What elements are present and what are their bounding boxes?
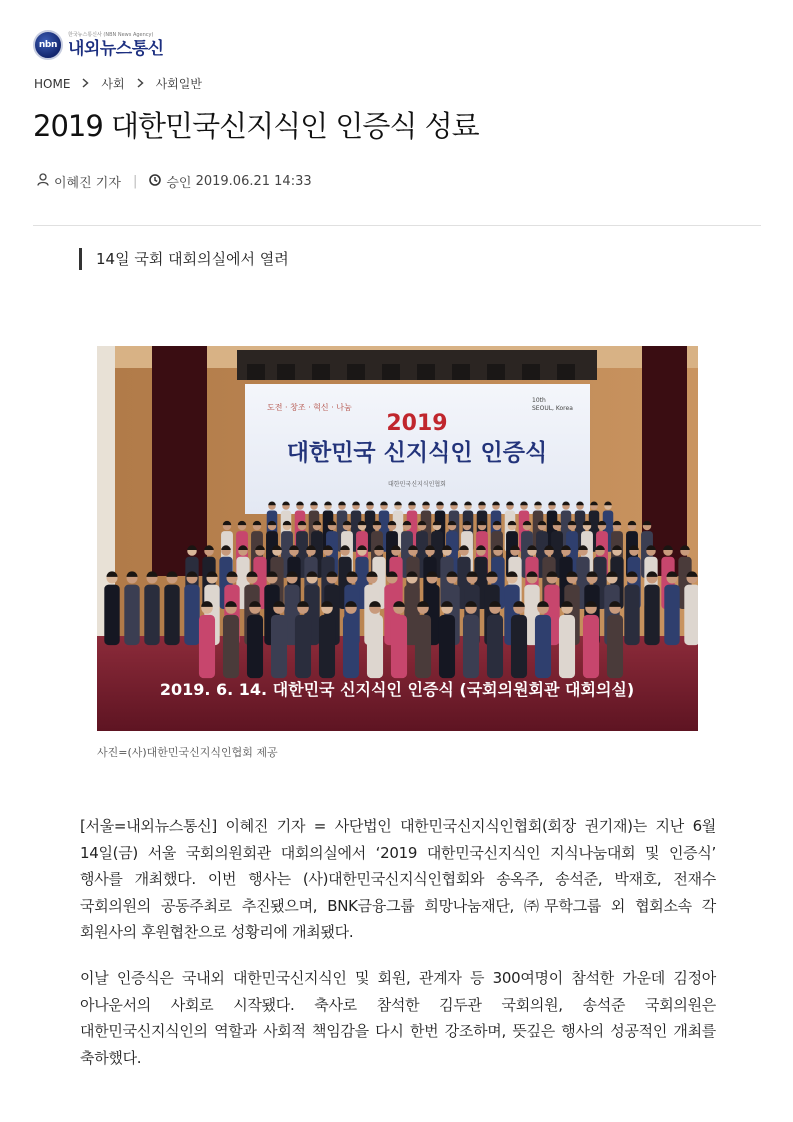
photo-caption: 사진=(사)대한민국신지식인협회 제공 bbox=[97, 746, 278, 759]
clock-icon bbox=[149, 174, 161, 190]
banner-year: 2019 bbox=[386, 411, 448, 436]
meta-divider: | bbox=[132, 174, 138, 189]
chevron-right-icon bbox=[137, 77, 144, 91]
breadcrumb-society[interactable]: 사회 bbox=[101, 77, 125, 91]
breadcrumb-home[interactable]: HOME bbox=[34, 76, 71, 91]
article-paragraph: [서울=내외뉴스통신] 이혜진 기자 = 사단법인 대한민국신지식인협회(회장 권기재)는 지난 6월 14일(금) 서울 국회의원회관 대회의실에서 ‘2019 대한민국신지식인 지식나눔대회 및 인증식’ 행사를 개최했다. 이번 행사는 (사)대한민국신지식인협회와 송옥주, 송석준, 박재호, 전재수 국회의원의 공동주최로 추진됐으며, BNK금융그룹 희망나눔재단, ㈜무학그룹 외 협회소속 각 회원사의 후원협찬으로 성황리에 개최됐다. bbox=[80, 817, 716, 941]
logo-tagline: 한국뉴스통신사 (NBN News Agency) bbox=[68, 31, 154, 38]
banner-host: 대한민국신지식인협회 bbox=[388, 481, 446, 488]
author-name[interactable]: 이혜진 기자 bbox=[54, 176, 121, 191]
chevron-right-icon bbox=[82, 77, 89, 91]
article-subtitle: 14일 국회 대회의실에서 열려 bbox=[79, 248, 289, 270]
banner-slogan: 도전 · 창조 · 혁신 · 나눔 bbox=[267, 403, 352, 412]
user-icon bbox=[37, 173, 49, 190]
article-title: 2019 대한민국신지식인 인증식 성료 bbox=[33, 109, 479, 143]
logo-mark: nbn bbox=[33, 30, 63, 60]
header-divider bbox=[33, 225, 761, 226]
banner-city: SEOUL, Korea bbox=[532, 405, 573, 412]
approved-label: 승인 bbox=[166, 176, 192, 191]
logo-name: 내외뉴스통신 bbox=[68, 38, 164, 59]
photo-curtain-left bbox=[152, 346, 207, 576]
article-meta bbox=[37, 172, 312, 191]
article-paragraph: 이날 인증식은 국내외 대한민국신지식인 및 회원, 관계자 등 300여명이 참석한 가운데 김정아 아나운서의 사회로 시작됐다. 축사로 참석한 김두관 국회의원, 송석준 국회의원은 대한민국신지식인의 역할과 사회적 책임감을 다시 한번 강조하며, 뜻깊은 행사의 성공적인 개최를 축하했다. bbox=[80, 969, 716, 1067]
breadcrumb-society-general[interactable]: 사회일반 bbox=[155, 77, 202, 91]
banner-edition: 10th bbox=[532, 397, 546, 404]
approved-time: 2019.06.21 14:33 bbox=[195, 174, 312, 189]
article-photo[interactable] bbox=[97, 346, 698, 731]
breadcrumb bbox=[34, 75, 202, 92]
site-logo[interactable] bbox=[33, 28, 164, 62]
photo-bottom-caption: 2019. 6. 14. 대한민국 신지식인 인증식 (국회의원회관 대회의실) bbox=[159, 680, 635, 699]
banner-title: 대한민국 신지식인 인증식 bbox=[286, 440, 548, 466]
